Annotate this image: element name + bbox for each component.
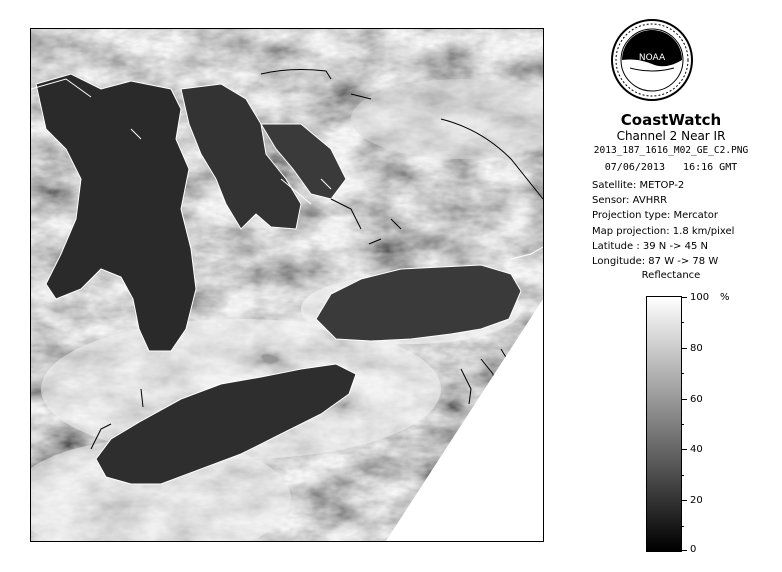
colorbar-unit: % [720, 292, 730, 303]
colorbar-tick-label: 100 [690, 292, 710, 303]
colorbar-minor-tick [681, 322, 684, 323]
filename-label: 2013_187_1616_M02_GE_C2.PNG [593, 145, 749, 156]
colorbar-title: Reflectance [641, 270, 701, 281]
colorbar-tick [681, 399, 687, 400]
legend-panel [560, 0, 782, 572]
time-label: 16:16 GMT [683, 162, 738, 173]
noaa-logo-icon [610, 18, 694, 102]
meta-projection-type: Projection type: Mercator [592, 210, 718, 222]
colorbar-tick [681, 550, 687, 551]
colorbar [646, 296, 682, 552]
colorbar-tick [681, 297, 687, 298]
colorbar-tick-label: 80 [690, 343, 703, 354]
colorbar-tick-label: 40 [690, 444, 703, 455]
meta-longitude: Longitude: 87 W -> 78 W [592, 256, 719, 268]
colorbar-minor-tick [681, 526, 684, 527]
metadata-list [592, 178, 734, 269]
meta-latitude: Latitude : 39 N -> 45 N [592, 240, 708, 252]
satellite-image [30, 28, 544, 542]
satellite-map-svg [31, 29, 543, 541]
logo-text: NOAA [638, 53, 666, 63]
colorbar-minor-tick [681, 373, 684, 374]
colorbar-tick-label: 0 [690, 544, 697, 555]
brand-title: CoastWatch [620, 111, 722, 129]
date-label: 07/06/2013 [604, 162, 665, 173]
colorbar-tick [681, 348, 687, 349]
meta-satellite: Satellite: METOP-2 [592, 180, 685, 191]
datetime-label [560, 162, 782, 173]
colorbar-tick-label: 20 [690, 495, 703, 506]
meta-map-projection: Map projection: 1.8 km/pixel [592, 225, 735, 237]
colorbar-tick [681, 500, 687, 501]
colorbar-tick [681, 449, 687, 450]
channel-label: Channel 2 Near IR [616, 129, 726, 143]
colorbar-minor-tick [681, 424, 684, 425]
colorbar-tick-label: 60 [690, 394, 703, 405]
meta-sensor: Sensor: AVHRR [592, 195, 668, 207]
colorbar-minor-tick [681, 475, 684, 476]
